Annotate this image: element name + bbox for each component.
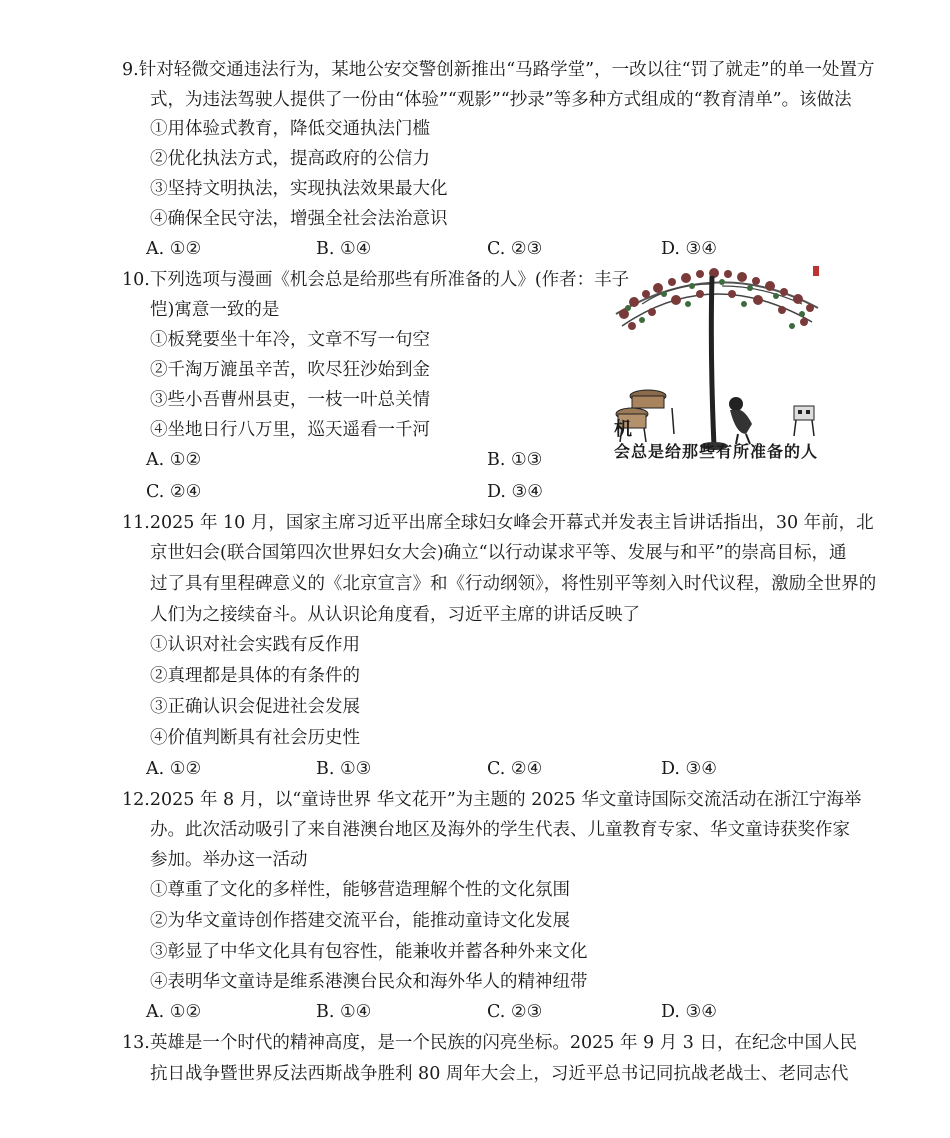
q12-item-3: ③彰显了中华文化具有包容性，能兼收并蓄各种外来文化 <box>150 942 588 962</box>
q11-option-c[interactable]: C. ②④ <box>487 759 543 779</box>
q12-item-1: ①尊重了文化的多样性，能够营造理解个性的文化氛围 <box>150 880 570 900</box>
q11-option-b[interactable]: B. ①③ <box>316 759 372 779</box>
q11-item-3: ③正确认识会促进社会发展 <box>150 697 360 717</box>
fruit-cluster <box>619 268 814 330</box>
q12-stem-line-3: 参加。举办这一活动 <box>150 850 308 870</box>
leaf-cluster <box>625 279 805 329</box>
q10-item-2: ②千淘万漉虽辛苦，吹尽狂沙始到金 <box>150 360 430 380</box>
q9-item-1: ①用体验式教育，降低交通执法门槛 <box>150 119 430 139</box>
q11-item-1: ①认识对社会实践有反作用 <box>150 635 360 655</box>
q11-stem-line-4: 人们为之接续奋斗。从认识论角度看，习近平主席的讲话反映了 <box>150 605 640 625</box>
cartoon-illustration <box>612 264 824 469</box>
q9-option-c[interactable]: C. ②③ <box>487 239 543 259</box>
q11-number: 11. <box>122 513 150 533</box>
q13-number: 13. <box>122 1033 150 1053</box>
q10-stem-line-1: 10.下列选项与漫画《机会总是给那些有所准备的人》(作者：丰子 <box>122 270 630 290</box>
q11-stem-line-2: 京世妇会(联合国第四次世界妇女大会)确立“以行动谋求平等、发展与和平”的崇高目标，通 <box>150 543 847 563</box>
q9-item-3: ③坚持文明执法，实现执法效果最大化 <box>150 179 448 199</box>
q12-item-4: ④表明华文童诗是维系港澳台民众和海外华人的精神纽带 <box>150 972 588 992</box>
q9-stem-line-1: 9.针对轻微交通违法行为，某地公安交警创新推出“马路学堂”，一改以往“罚了就走”的单一处置方 <box>122 60 875 80</box>
q12-stem-line-2: 办。此次活动吸引了来自港澳台地区及海外的学生代表、儿童教育专家、华文童诗获奖作家 <box>150 820 850 840</box>
q12-number: 12. <box>122 790 150 810</box>
q10-option-a[interactable]: A. ①② <box>146 450 202 470</box>
q9-option-a[interactable]: A. ①② <box>146 239 202 259</box>
q12-item-2: ②为华文童诗创作搭建交流平台，能推动童诗文化发展 <box>150 911 570 931</box>
q10-option-d[interactable]: D. ③④ <box>487 482 543 502</box>
q11-stem-line-1: 11.2025 年 10 月，国家主席习近平出席全球妇女峰会开幕式并发表主旨讲话指出，30 年前，北 <box>122 513 874 533</box>
q9-number: 9. <box>122 60 139 80</box>
q10-option-c[interactable]: C. ②④ <box>146 482 202 502</box>
cartoon-caption-1: 机 <box>614 419 632 440</box>
q9-stem-line-2: 式，为违法驾驶人提供了一份由“体验”“观影”“抄录”等多种方式组成的“教育清单”。该做法 <box>150 90 852 110</box>
small-stand <box>794 406 814 436</box>
q10-item-3: ③些小吾曹州县吏，一枝一叶总关情 <box>150 390 430 410</box>
q12-stem-line-1: 12.2025 年 8 月，以“童诗世界 华文花开”为主题的 2025 华文童诗国际交流活动在浙江宁海举 <box>122 790 862 810</box>
q10-option-b[interactable]: B. ①③ <box>487 450 543 470</box>
q10-stem-line-2: 恺)寓意一致的是 <box>150 300 280 320</box>
q10-number: 10. <box>122 270 150 290</box>
q9-option-d[interactable]: D. ③④ <box>661 239 717 259</box>
cartoon-caption-2: 会总是给那些有所准备的人 <box>614 442 819 461</box>
q11-stem-line-3: 过了具有里程碑意义的《北京宣言》和《行动纲领》，将性别平等刻入时代议程，激励全世界的 <box>150 574 877 594</box>
q10-item-4: ④坐地日行八万里，巡天遥看一千河 <box>150 420 430 440</box>
q10-item-1: ①板凳要坐十年冷，文章不写一句空 <box>150 330 430 350</box>
q13-stem-line-1: 13.英雄是一个时代的精神高度，是一个民族的闪亮坐标。2025 年 9 月 3 日，在纪念中国人民 <box>122 1033 857 1053</box>
q9-item-4: ④确保全民守法，增强全社会法治意识 <box>150 209 448 229</box>
q11-option-d[interactable]: D. ③④ <box>661 759 717 779</box>
q11-item-2: ②真理都是具体的有条件的 <box>150 666 360 686</box>
q12-option-a[interactable]: A. ①② <box>146 1002 202 1022</box>
tree-trunk <box>711 276 714 446</box>
q12-option-b[interactable]: B. ①④ <box>316 1002 372 1022</box>
q11-item-4: ④价值判断具有社会历史性 <box>150 728 360 748</box>
q12-option-c[interactable]: C. ②③ <box>487 1002 543 1022</box>
q9-item-2: ②优化执法方式，提高政府的公信力 <box>150 149 430 169</box>
seal-stamp <box>813 266 819 276</box>
q9-option-b[interactable]: B. ①④ <box>316 239 372 259</box>
cartoon-svg <box>612 264 824 469</box>
q12-option-d[interactable]: D. ③④ <box>661 1002 717 1022</box>
person-figure <box>729 397 752 444</box>
q11-option-a[interactable]: A. ①② <box>146 759 202 779</box>
q13-stem-line-2: 抗日战争暨世界反法西斯战争胜利 80 周年大会上，习近平总书记同抗战老战士、老同志代 <box>150 1064 849 1084</box>
